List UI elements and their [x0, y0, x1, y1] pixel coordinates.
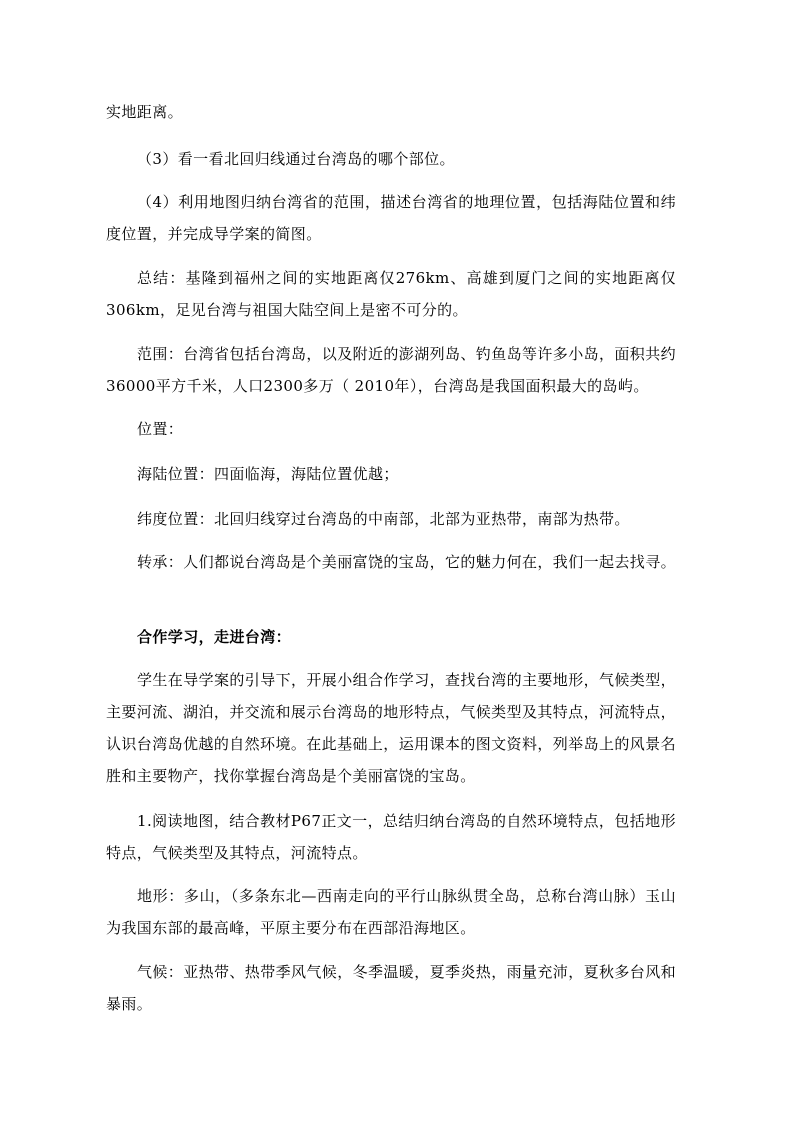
paragraph-transition: 转承：人们都说台湾岛是个美丽富饶的宝岛，它的魅力何在，我们一起去找寻。 [137, 553, 677, 571]
paragraph-continuation: 实地距离。 [106, 103, 184, 121]
paragraph-step-3: （3）看一看北回归线通过台湾岛的哪个部位。 [137, 150, 455, 168]
paragraph-terrain: 地形：多山，（多条东北—西南走向的平行山脉纵贯全岛，总称台湾山脉）玉山为我国东部的最高峰，平原主要分布在西部沿海地区。 [106, 887, 676, 937]
paragraph-summary: 总结：基隆到福州之间的实地距离仅276km、高雄到厦门之间的实地距离仅306km，足见台湾与祖国大陆空间上是密不可分的。 [106, 269, 676, 319]
paragraph-student-activity: 学生在导学案的引导下，开展小组合作学习，查找台湾的主要地形，气候类型，主要河流、湖泊，并交流和展示台湾岛的地形特点，气候类型及其特点，河流特点，认识台湾岛优越的自然环境。在此基础上，运用课本的图文资料，列举岛上的风景名胜和主要物产，找你掌握台湾岛是个美丽富饶的宝岛。 [106, 671, 677, 785]
paragraph-location-heading: 位置： [137, 420, 184, 438]
paragraph-sea-land-location: 海陆位置：四面临海，海陆位置优越； [137, 465, 399, 483]
section-heading-cooperative-learning: 合作学习，走进台湾： [137, 628, 292, 646]
paragraph-scope: 范围：台湾省包括台湾岛，以及附近的澎湖列岛、钓鱼岛等许多小岛，面积共约36000平方千米，人口2300多万（ 2010年），台湾岛是我国面积最大的岛屿。 [106, 345, 677, 395]
paragraph-latitude-location: 纬度位置：北回归线穿过台湾岛的中南部，北部为亚热带，南部为热带。 [137, 510, 630, 528]
paragraph-task-1: 1.阅读地图，结合教材P67正文一，总结归纳台湾岛的自然环境特点，包括地形特点，气候类型及其特点，河流特点。 [106, 812, 676, 862]
paragraph-step-4: （4）利用地图归纳台湾省的范围，描述台湾省的地理位置，包括海陆位置和纬度位置，并完成导学案的简图。 [106, 193, 676, 243]
paragraph-climate: 气候：亚热带、热带季风气候，冬季温暖，夏季炎热，雨量充沛，夏秋多台风和暴雨。 [106, 963, 677, 1013]
